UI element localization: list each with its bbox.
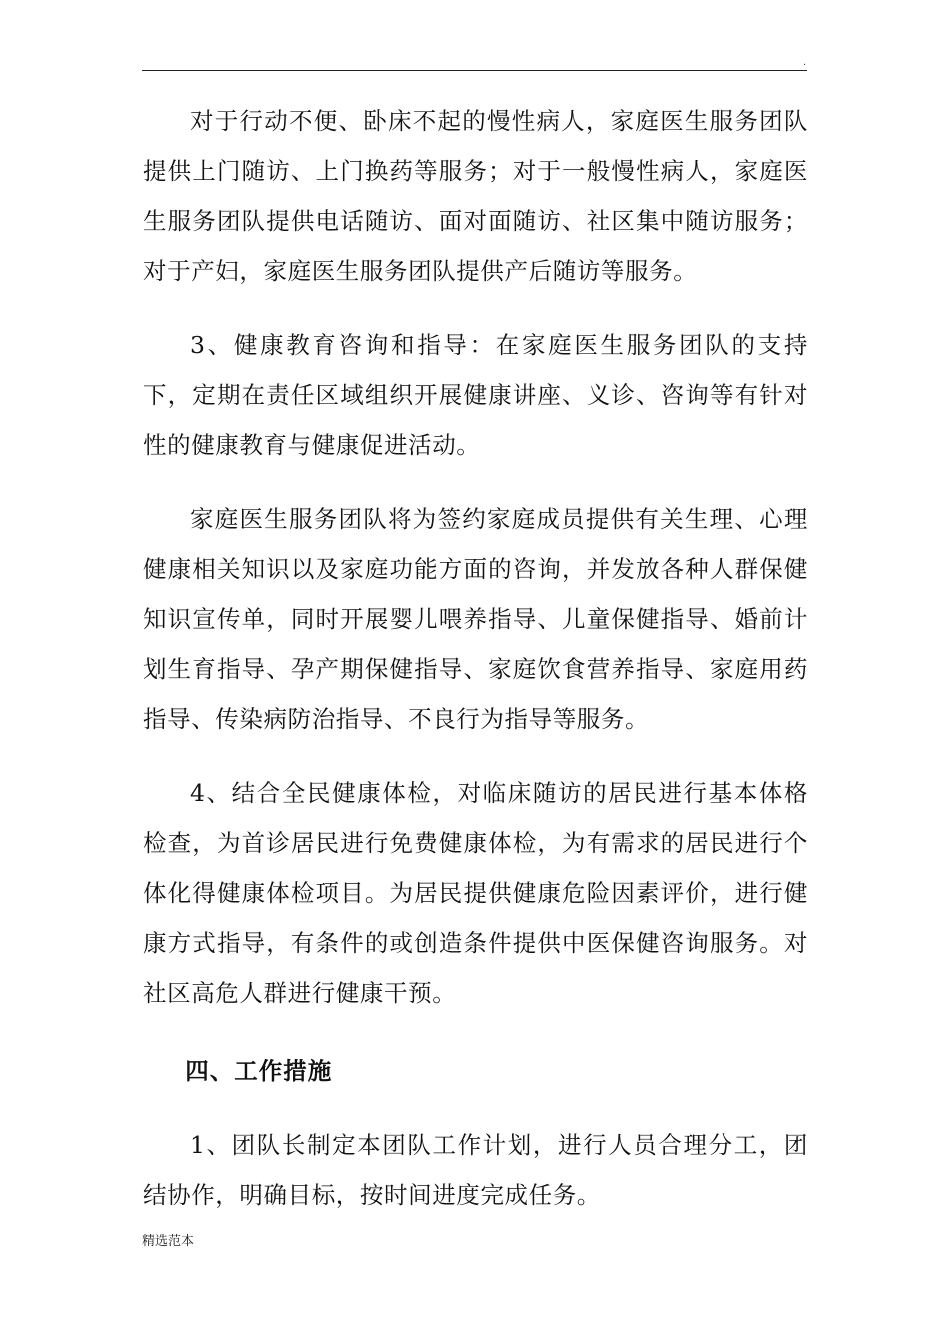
document-body: [143, 96, 808, 1220]
footer-label: 精选范本: [142, 1234, 195, 1249]
header-mark: .: [803, 57, 807, 68]
paragraph-consultation-services: 家庭医生服务团队将为签约家庭成员提供有关生理、心理健康相关知识以及家庭功能方面的咨询，并发放各种人群保健知识宣传单，同时开展婴儿喂养指导、儿童保健指导、婚前计划生育指导、孕产期保健指导、家庭饮食营养指导、家庭用药指导、传染病防治指导、不良行为指导等服务。: [143, 505, 808, 733]
section-heading-work-measures: 四、工作措施: [185, 1057, 333, 1085]
paragraph-health-education: 3、健康教育咨询和指导：在家庭医生服务团队的支持下，定期在责任区域组织开展健康讲座、义诊、咨询等有针对性的健康教育与健康促进活动。: [143, 331, 808, 459]
paragraph-health-checkup: 4、结合全民健康体检，对临床随访的居民进行基本体格检查，为首诊居民进行免费健康体检，为有需求的居民进行个体化得健康体检项目。为居民提供健康危险因素评价，进行健康方式指导，有条件的或创造条件提供中医保健咨询服务。对社区高危人群进行健康干预。: [143, 779, 808, 1007]
paragraph-home-visits: 对于行动不便、卧床不起的慢性病人，家庭医生服务团队提供上门随访、上门换药等服务；对于一般慢性病人，家庭医生服务团队提供电话随访、面对面随访、社区集中随访服务；对于产妇，家庭医生服务团队提供产后随访等服务。: [143, 107, 808, 285]
header-rule: [142, 70, 807, 71]
paragraph-team-leader-plan: 1、团队长制定本团队工作计划，进行人员合理分工，团结协作，明确目标，按时间进度完成任务。: [143, 1131, 808, 1209]
